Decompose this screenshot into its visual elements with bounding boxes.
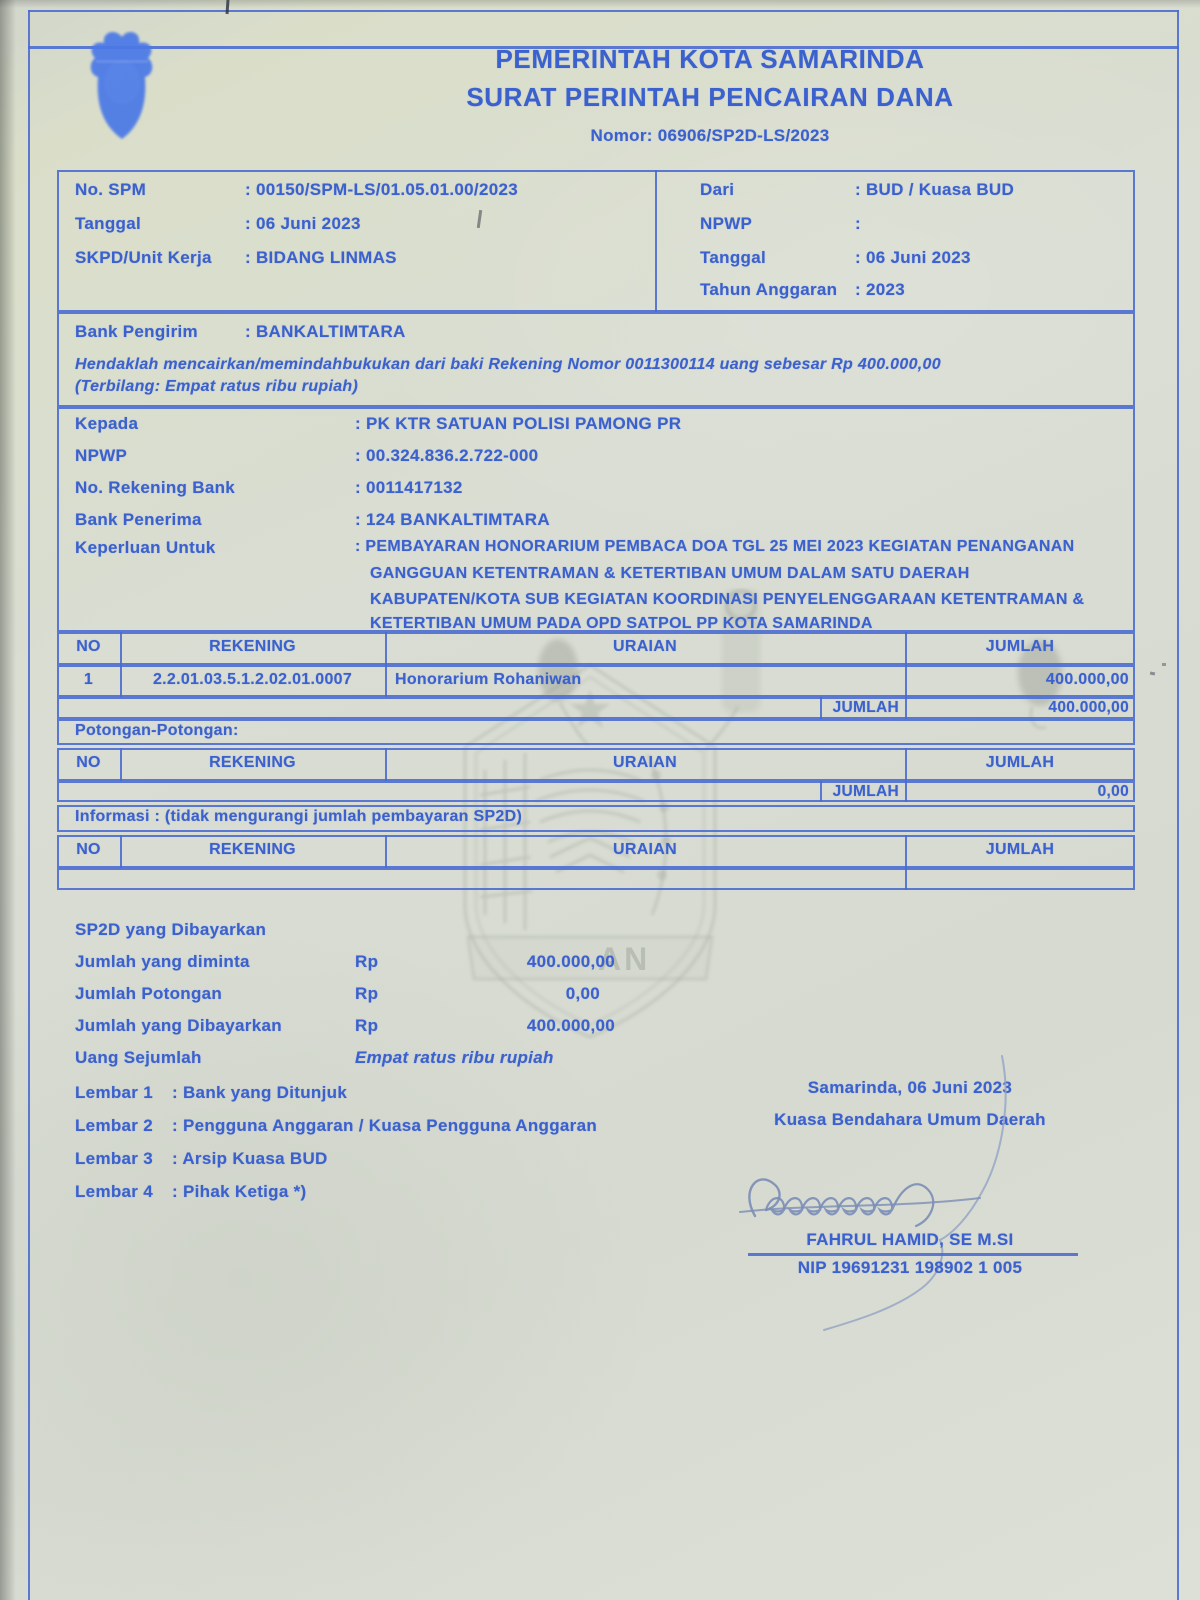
keperluan-line2: GANGGUAN KETENTRAMAN & KETERTIBAN UMUM DALAM SATU DAERAH (370, 565, 970, 582)
kepada-label: Kepada (75, 414, 139, 433)
uang-sejumlah-label: Uang Sejumlah (75, 1048, 202, 1067)
spm-tanggal-value: : 06 Juni 2023 (245, 214, 361, 233)
summary-diminta-label: Jumlah yang diminta (75, 952, 250, 971)
summary-diminta-currency: Rp (355, 952, 379, 971)
photo-edge-shadow-left (0, 0, 16, 1600)
rincian-total-label: JUMLAH (832, 699, 899, 716)
lembar3-label: Lembar 3 (75, 1149, 153, 1168)
npwp-penerima-label: NPWP (75, 446, 128, 465)
dari-value: : BUD / Kuasa BUD (855, 180, 1015, 199)
summary-potongan-currency: Rp (355, 984, 379, 1003)
col-no: NO (76, 638, 101, 655)
summary-potongan-amount: 0,00 (565, 984, 600, 1003)
rekening-bank-label: No. Rekening Bank (75, 478, 236, 497)
col-rekening: REKENING (209, 841, 296, 858)
summary-dibayarkan-amount: 400.000,00 (526, 1016, 615, 1035)
signature-place-date: Samarinda, 06 Juni 2023 (807, 1078, 1013, 1097)
tahun-anggaran-value: : 2023 (855, 280, 906, 299)
signature-underline (748, 1253, 1078, 1256)
potongan-total-label: JUMLAH (832, 783, 899, 800)
bank-penerima-label: Bank Penerima (75, 510, 202, 529)
bank-pengirim-value: : BANKALTIMTARA (245, 322, 406, 341)
col-divider (385, 665, 387, 697)
col-uraian: URAIAN (612, 638, 678, 655)
col-divider (905, 868, 907, 890)
bank-penerima-value: : 124 BANKALTIMTARA (355, 510, 550, 529)
rekening-bank-value: : 0011417132 (355, 478, 463, 497)
pen-mark (1162, 663, 1166, 666)
keperluan-label: Keperluan Untuk (75, 538, 216, 557)
header-nomor: Nomor: 06906/SP2D-LS/2023 (590, 126, 830, 145)
npwp-bud-value: : (855, 214, 861, 233)
tahun-anggaran-label: Tahun Anggaran (700, 280, 838, 299)
keperluan-line3: KABUPATEN/KOTA SUB KEGIATAN KOORDINASI PENYELENGGARAAN KETENTRAMAN & (370, 591, 1085, 608)
lembar3-value: : Arsip Kuasa BUD (172, 1149, 328, 1168)
payment-instruction: Hendaklah mencairkan/memindahbukukan dari baki Rekening Nomor 0011300114 uang sebesar Rp 400.000,00 (75, 356, 941, 373)
terbilang-note: (Terbilang: Empat ratus ribu rupiah) (75, 378, 359, 395)
summary-dibayarkan-currency: Rp (355, 1016, 379, 1035)
col-jumlah: JUMLAH (985, 754, 1055, 771)
dari-label: Dari (700, 180, 735, 199)
tanggal-bud-label: Tanggal (700, 248, 767, 267)
signature-role: Kuasa Bendahara Umum Daerah (774, 1110, 1046, 1129)
lembar2-label: Lembar 2 (75, 1116, 153, 1135)
uang-sejumlah-words: Empat ratus ribu rupiah (355, 1048, 554, 1067)
col-rekening: REKENING (209, 638, 296, 655)
handwritten-signature-icon (700, 1030, 1120, 1360)
watermark-banner-text: AN (598, 941, 651, 977)
spm-info-divider (655, 170, 657, 312)
lembar4-value: : Pihak Ketiga *) (172, 1182, 307, 1201)
summary-diminta-amount: 400.000,00 (526, 952, 615, 971)
informasi-title: Informasi : (tidak mengurangi jumlah pembayaran SP2D) (75, 808, 523, 825)
cell-no: 1 (83, 671, 94, 688)
col-rekening: REKENING (209, 754, 296, 771)
summary-title: SP2D yang Dibayarkan (75, 920, 267, 939)
spm-skpd-value: : BIDANG LINMAS (245, 248, 397, 267)
frame-left (28, 10, 30, 1600)
bank-pengirim-label: Bank Pengirim (75, 322, 198, 341)
pen-mark (1150, 672, 1156, 676)
lembar2-value: : Pengguna Anggaran / Kuasa Pengguna Anggaran (172, 1116, 598, 1135)
city-crest-logo-icon (80, 30, 164, 146)
summary-potongan-label: Jumlah Potongan (75, 984, 223, 1003)
photo-edge-shadow-top (0, 0, 1200, 8)
informasi-empty-row (57, 868, 1135, 890)
col-jumlah: JUMLAH (985, 841, 1055, 858)
signatory-name: FAHRUL HAMID, SE M.SI (806, 1230, 1014, 1249)
col-uraian: URAIAN (612, 754, 678, 771)
frame-right (1177, 10, 1179, 1600)
tanggal-bud-value: : 06 Juni 2023 (855, 248, 971, 267)
npwp-penerima-value: : 00.324.836.2.722-000 (355, 446, 539, 465)
signatory-nip: NIP 19691231 198902 1 005 (797, 1258, 1023, 1277)
cell-rekening: 2.2.01.03.5.1.2.02.01.0007 (152, 671, 353, 688)
summary-dibayarkan-label: Jumlah yang Dibayarkan (75, 1016, 282, 1035)
cell-jumlah: 400.000,00 (1045, 671, 1129, 688)
lembar1-label: Lembar 1 (75, 1083, 153, 1102)
cell-uraian: Honorarium Rohaniwan (395, 671, 582, 688)
npwp-bud-label: NPWP (700, 214, 753, 233)
header-doc-title: SURAT PERINTAH PENCAIRAN DANA (466, 82, 954, 112)
spm-skpd-label: SKPD/Unit Kerja (75, 248, 212, 267)
spm-tanggal-label: Tanggal (75, 214, 142, 233)
lembar1-value: : Bank yang Ditunjuk (172, 1083, 348, 1102)
kepada-value: : PK KTR SATUAN POLISI PAMONG PR (355, 414, 682, 433)
col-jumlah: JUMLAH (985, 638, 1055, 655)
keperluan-line4: KETERTIBAN UMUM PADA OPD SATPOL PP KOTA SAMARINDA (370, 615, 873, 632)
header-org: PEMERINTAH KOTA SAMARINDA (495, 44, 925, 74)
col-no: NO (76, 754, 101, 771)
lembar4-label: Lembar 4 (75, 1182, 153, 1201)
spm-no-label: No. SPM (75, 180, 147, 199)
keperluan-line1: : PEMBAYARAN HONORARIUM PEMBACA DOA TGL 25 MEI 2023 KEGIATAN PENANGANAN (355, 538, 1075, 555)
potongan-total-value: 0,00 (1097, 783, 1129, 800)
frame-top (28, 10, 1179, 12)
spm-no-value: : 00150/SPM-LS/01.05.01.00/2023 (245, 180, 518, 199)
potongan-title: Potongan-Potongan: (75, 722, 239, 739)
rincian-total-value: 400.000,00 (1048, 699, 1129, 716)
col-no: NO (76, 841, 101, 858)
col-uraian: URAIAN (612, 841, 678, 858)
